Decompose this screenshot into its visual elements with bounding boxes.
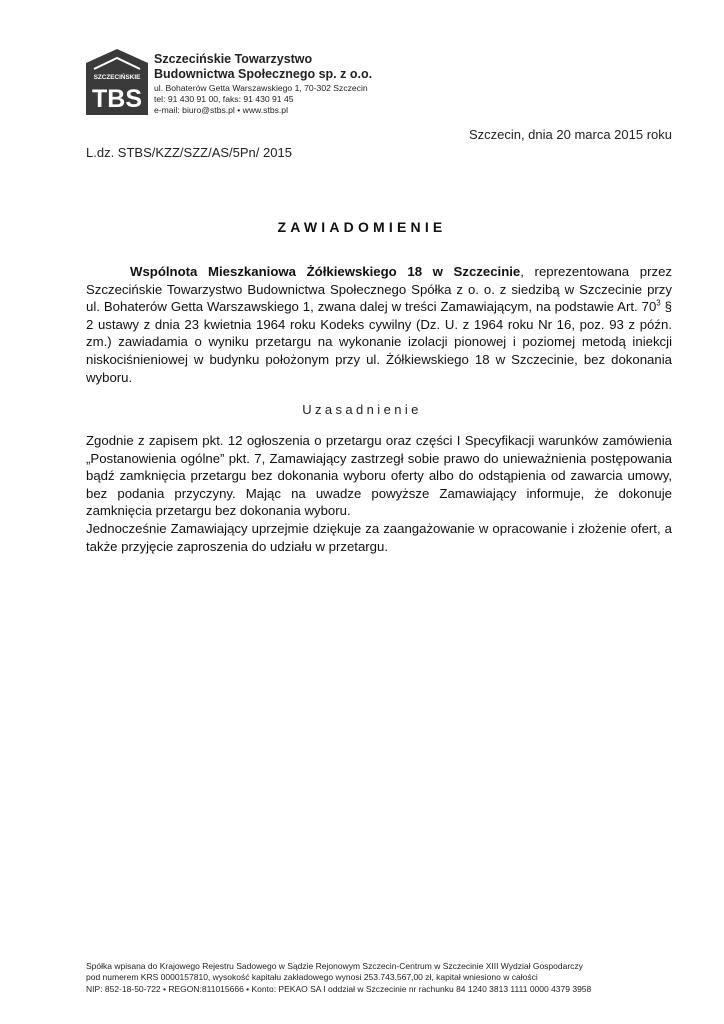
document-title: ZAWIADOMIENIE	[277, 219, 447, 235]
city-date: Szczecin, dnia 20 marca 2015 roku	[468, 127, 672, 142]
paragraph-announcement	[86, 263, 672, 386]
paragraph-text-b: § 2 ustawy z dnia 23 kwietnia 1964 roku Kodeks cywilny (Dz. U. z 1964 roku Nr 16, poz. 93 z późn. zm.) zawiadamia o wyniku przetargu na wykonanie izolacji pionowej i poziomej metodą iniekcji niskociśnieniowej w budynku położonym przy ul. Żółkiewskiego 18 w Szczecinie, bez dokonania wyboru.	[86, 299, 672, 385]
footer-line3: NIP: 852-18-50-722 • REGON:811015666 • Konto: PEKAO SA I oddział w Szczecinie nr rachunku 84 1240 3813 1111 0000 4379 3958	[86, 983, 592, 994]
justification-paragraph: Zgodnie z zapisem pkt. 12 ogłoszenia o przetargu oraz części I Specyfikacji warunków zamówienia „Postanowienia ogólne” pkt. 7, Zamawiający zastrzegł sobie prawo do unieważnienia postępowania bądź zamknięcia przetargu bez dokonania wyboru oferty albo do odstąpienia od zawarcia umowy, bez podania przyczyny. Mając na uwadze powyższe Zamawiający informuje, że dokonuje zamknięcia przetargu bez dokonania wyboru.	[86, 433, 672, 519]
footer-line2: pod numerem KRS 0000157810, wysokość kapitału zakładowego wynosi 253.743.567,00 zł, kapitał wniesiono w całości	[86, 972, 538, 983]
company-name-line1: Szczecińskie Towarzystwo	[154, 52, 313, 66]
reference-number: L.dz. STBS/KZZ/SZZ/AS/5Pn/ 2015	[86, 145, 292, 160]
paragraph-bold-lead: Wspólnota Mieszkaniowa Żółkiewskiego 18 w Szczecinie	[130, 264, 521, 279]
company-contact: e-mail: biuro@stbs.pl • www.stbs.pl	[154, 105, 288, 115]
paragraph-superscript: 3	[656, 298, 661, 308]
paragraph-text-a: , reprezentowana przez Szczecińskie Towarzystwo Budownictwa Społecznego Spółka z o. o. z siedzibą w Szczecinie przy ul. Bohaterów Getta Warszawskiego 1, zwana dalej w treści Zamawiającym, na podstawie Art. 70	[86, 264, 673, 315]
footer-line1: Spółka wpisana do Krajowego Rejestru Sadowego w Sądzie Rejonowym Szczecin-Centrum w Szczecinie XIII Wydział Gospodarczy	[86, 961, 583, 971]
thanks-paragraph: Jednocześnie Zamawiający uprzejmie dziękuje za zaangażowanie w opracowanie i złożenie ofert, a także przyjęcie zaproszenia do udziału w przetargu.	[86, 520, 672, 554]
tbs-logo	[86, 49, 148, 115]
company-address: ul. Bohaterów Getta Warszawskiego 1, 70-302 Szczecin	[154, 83, 368, 93]
company-phone: tel: 91 430 91 00, faks: 91 430 91 45	[154, 94, 294, 104]
tbs-logo-graphic	[86, 49, 148, 115]
company-info	[154, 52, 454, 116]
logo-top-text: SZCZECIŃSKIE	[93, 74, 141, 81]
footer	[86, 961, 686, 995]
justification-text	[86, 432, 672, 555]
logo-main-text: TBS	[92, 85, 142, 113]
company-name-line2: Budownictwa Społecznego sp. z o.o.	[154, 67, 373, 81]
justification-heading: Uzasadnienie	[302, 402, 422, 417]
